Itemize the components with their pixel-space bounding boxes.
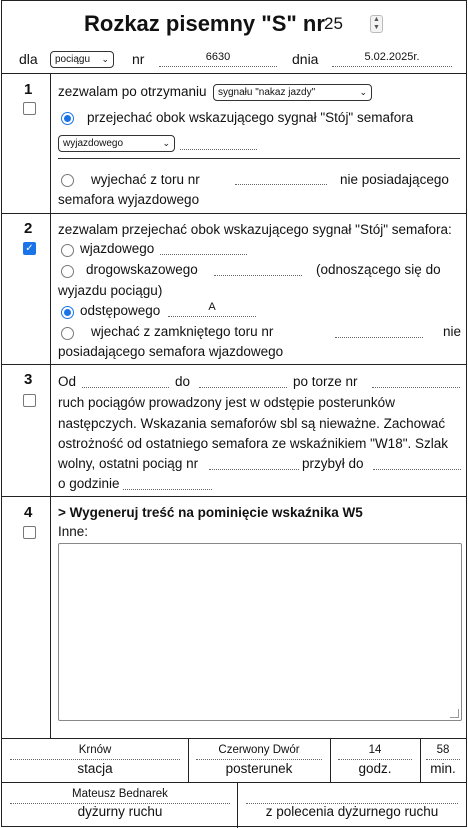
section-3-to-field[interactable] <box>199 372 287 388</box>
section-2-radio-closed-track[interactable] <box>61 327 74 340</box>
section-2-radio-block[interactable] <box>61 306 74 319</box>
divider <box>2 73 466 74</box>
dispatcher-label: dyżurny ruchu <box>77 804 163 819</box>
other-textarea[interactable] <box>58 543 462 721</box>
nr-label: nr <box>132 51 145 67</box>
page-title: Rozkaz pisemny "S" nr <box>84 11 325 36</box>
chevron-down-icon: ⌄ <box>162 138 170 148</box>
section-2-radio-route[interactable] <box>61 265 74 278</box>
section-3-last-train-field[interactable] <box>209 454 299 470</box>
section-2-option-closed-c: posiadającego semafora wjazdowego <box>58 344 284 359</box>
section-3-from-field[interactable] <box>82 372 169 388</box>
station-field[interactable]: Krnów <box>10 744 180 760</box>
spinner-icon[interactable]: ▲ ▼ <box>370 15 383 33</box>
section-2-number: 2 <box>24 220 33 237</box>
minute-field[interactable]: 58 <box>426 744 460 760</box>
section-3-line-5a: wolny, ostatni pociąg nr <box>58 456 199 471</box>
footer-divider <box>237 782 238 828</box>
date-field[interactable]: 5.02.2025r. <box>332 51 452 67</box>
recipient-select[interactable] <box>50 51 114 68</box>
semaphore-type-select-value: wyjazdowego <box>63 138 124 149</box>
section-1-track-field[interactable] <box>235 169 327 185</box>
section-3-od-label: Od <box>58 374 77 389</box>
section-1-separator <box>58 158 460 159</box>
section-3-number: 3 <box>24 371 33 388</box>
hour-label: godz. <box>358 761 392 776</box>
divider <box>2 738 466 739</box>
order-form <box>1 0 467 827</box>
footer-divider <box>330 738 331 782</box>
section-2-option-closed-a: wjechać z zamkniętego toru nr <box>91 324 274 339</box>
section-1-intro: zezwalam po otrzymaniu <box>58 84 207 99</box>
section-2-intro: zezwalam przejechać obok wskazującego sygnał "Stój" semafora: <box>58 222 452 237</box>
dnia-label: dnia <box>292 51 319 67</box>
footer-divider <box>188 738 189 782</box>
section-3-track-label: po torze nr <box>293 374 358 389</box>
section-3-checkbox[interactable] <box>23 394 36 407</box>
section-1-option-exit-b: nie posiadającego <box>340 172 449 187</box>
section-1-option-exit-c: semafora wyjazdowego <box>58 192 200 207</box>
divider <box>2 782 466 783</box>
section-3-arrived-at-field[interactable] <box>373 454 461 470</box>
dispatcher-field[interactable]: Mateusz Bednarek <box>10 788 230 804</box>
section-3-line-3: następczych. Wskazania semaforów sbl są nieważne. Zachować <box>58 416 446 431</box>
section-2-checkbox[interactable]: ✓ <box>23 242 36 255</box>
footer-divider <box>420 738 421 782</box>
resize-handle-icon[interactable] <box>450 709 459 718</box>
section-2-option-route-a: drogowskazowego <box>86 262 198 277</box>
order-number-input[interactable] <box>302 12 386 36</box>
station-label: stacja <box>77 761 113 776</box>
section-3-line-4: ostrożność od ostatniego semafora ze wskaźnikiem "W18". Szlak <box>58 436 449 451</box>
divider <box>2 496 466 497</box>
section-4-number: 4 <box>24 504 33 521</box>
section-3-line-2: ruch pociągów prowadzony jest w odstępie posterunków <box>58 395 395 410</box>
section-2-option-block: odstępowego <box>80 303 161 318</box>
section-2-closed-track-field[interactable] <box>335 322 423 338</box>
section-3-do-label: do <box>175 374 191 389</box>
divider <box>2 364 466 365</box>
chevron-down-icon: ⌄ <box>101 54 109 64</box>
other-label: Inne: <box>58 524 89 539</box>
section-2-option-entry: wjazdowego <box>80 241 155 256</box>
divider <box>2 213 466 214</box>
section-2-radio-entry[interactable] <box>61 244 74 257</box>
chevron-down-icon: ⌄ <box>359 87 367 97</box>
generate-w5-link[interactable]: > Wygeneruj treść na pominięcie wskaźnika W5 <box>58 505 363 520</box>
section-3-track-field[interactable] <box>372 372 460 388</box>
post-field[interactable]: Czerwony Dwór <box>196 744 322 760</box>
order-by-label: z polecenia dyżurnego ruchu <box>265 804 439 819</box>
section-2-option-closed-b: nie <box>443 324 462 339</box>
section-1-option-exit-a: wyjechać z toru nr <box>91 172 200 187</box>
minute-label: min. <box>430 761 456 776</box>
section-3-time-field[interactable] <box>123 474 212 490</box>
section-1-number: 1 <box>24 81 33 98</box>
section-1-checkbox[interactable] <box>23 102 36 115</box>
section-3-line-6: o godzinie <box>58 476 120 491</box>
recipient-select-value: pociągu <box>55 54 91 65</box>
semaphore-name-field[interactable] <box>180 134 257 150</box>
section-1-radio-exit[interactable] <box>61 174 74 187</box>
dla-label: dla <box>19 51 38 67</box>
semaphore-type-select[interactable] <box>58 135 175 152</box>
order-by-field[interactable] <box>246 788 458 804</box>
order-number-value: 25 <box>324 14 343 33</box>
signal-select[interactable] <box>213 84 372 101</box>
section-2-route-field[interactable] <box>214 260 302 276</box>
section-2-option-route-b: (odnoszącego się do <box>316 262 441 277</box>
section-3-line-5b: przybył do <box>302 456 364 471</box>
hour-field[interactable]: 14 <box>338 744 412 760</box>
section-4-checkbox[interactable] <box>23 526 36 539</box>
signal-select-value: sygnału "nakaz jazdy" <box>218 87 316 98</box>
section-2-option-route-c: wyjazdu pociągu) <box>58 283 163 298</box>
number-column-divider <box>50 73 51 738</box>
section-2-block-field[interactable]: A <box>168 301 256 317</box>
section-2-entry-field[interactable] <box>160 239 247 255</box>
post-label: posterunek <box>225 761 293 776</box>
section-1-radio-pass[interactable] <box>61 112 74 125</box>
train-number-field[interactable]: 6630 <box>159 51 277 67</box>
section-1-option-pass: przejechać obok wskazującego sygnał "Stój" semafora <box>87 110 414 125</box>
